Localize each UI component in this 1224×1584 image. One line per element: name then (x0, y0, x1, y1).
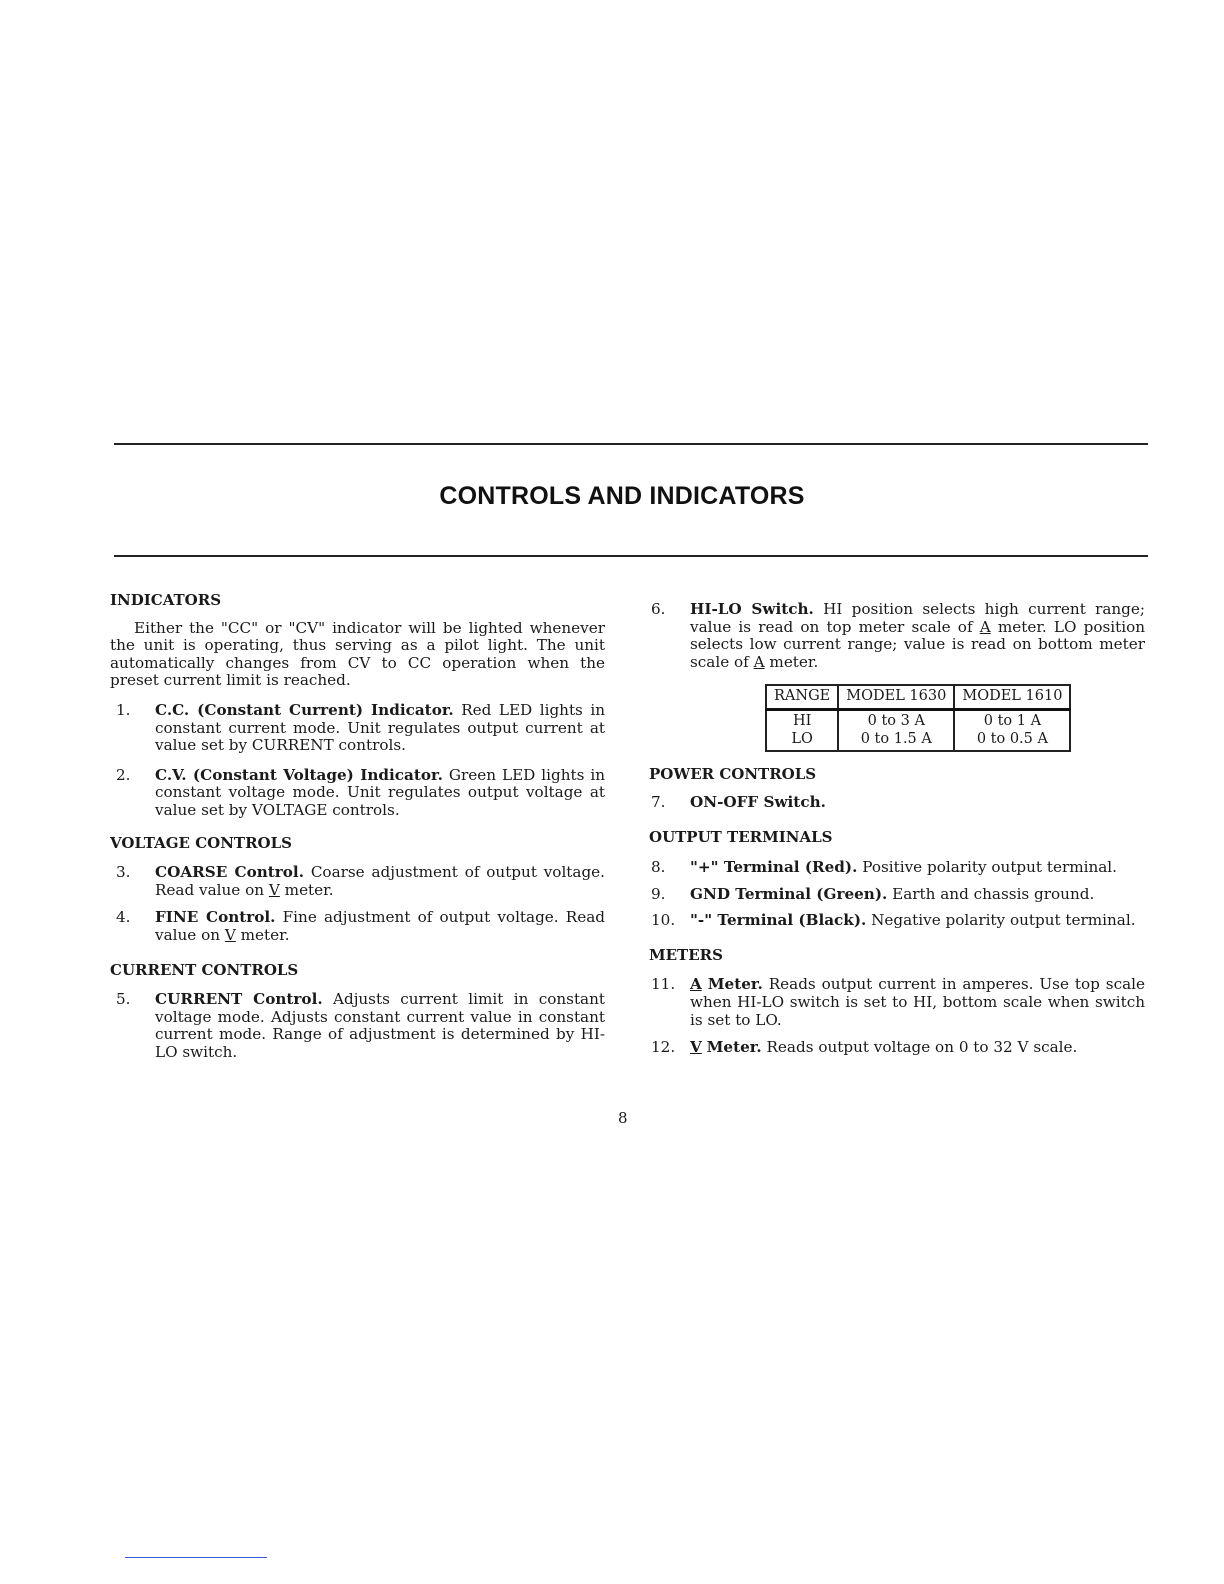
meter-symbol: A (979, 617, 991, 636)
item-number: 11. (651, 975, 676, 994)
item-label: "+" Terminal (Red). (690, 857, 858, 876)
section-heading-current-controls: CURRENT CONTROLS (110, 960, 299, 979)
item-number: 4. (116, 908, 131, 927)
item-text: Green LED lights in constant voltage mode. Unit regulates output voltage at value set by VOLTAGE controls. (155, 765, 605, 819)
item-text: Adjusts current limit in constant voltage mode. Adjusts constant current value in constant current mode. Range of adjustment is determined by HI-LO switch. (155, 990, 605, 1061)
item-text: Positive polarity output terminal. (862, 857, 1117, 876)
item-number: 1. (116, 700, 131, 719)
page-title: CONTROLS AND INDICATORS (439, 482, 805, 510)
model-1630-hi: 0 to 3 A (867, 712, 925, 729)
bottom-rule (114, 555, 1148, 557)
item-text: Reads output voltage on 0 to 32 V scale. (766, 1038, 1078, 1057)
list-item-cc-indicator (110, 702, 605, 755)
item-label: C.C. (Constant Current) Indicator. (155, 700, 454, 719)
table-header-cell: RANGE (766, 685, 838, 709)
table-cell (766, 709, 838, 751)
page-edge-mark (125, 1557, 267, 1558)
item-number: 9. (651, 884, 666, 903)
item-number: 3. (116, 863, 131, 882)
top-rule (114, 443, 1148, 445)
item-label: Meter. (706, 1038, 762, 1057)
item-text: Coarse adjustment of output voltage. Read value on (155, 863, 605, 899)
table-header-row (766, 685, 1070, 709)
section-heading-power-controls: POWER CONTROLS (649, 765, 817, 784)
table-header-cell: MODEL 1630 (838, 685, 954, 709)
list-item-v-meter (645, 1039, 1145, 1057)
item-number: 5. (116, 990, 131, 1009)
list-item-on-off-switch (645, 794, 1145, 812)
item-text: Reads output current in amperes. Use top scale when HI-LO switch is set to HI, bottom scale when switch is set to LO. (690, 975, 1145, 1029)
list-item-current-control (110, 991, 605, 1061)
item-text: HI position selects high current range; value is read on top meter scale of (690, 600, 1146, 636)
right-column (645, 601, 1145, 1057)
item-text-end: meter. (769, 652, 819, 671)
item-text-end: meter. (284, 880, 334, 899)
item-label: HI-LO Switch. (690, 600, 814, 618)
list-item-coarse-control (110, 864, 605, 899)
meter-symbol: A (753, 652, 765, 671)
range-hi: HI (792, 712, 812, 729)
list-item-plus-terminal (645, 859, 1145, 877)
page-number: 8 (618, 1109, 628, 1127)
section-heading-indicators: INDICATORS (110, 591, 222, 609)
item-label: CURRENT Control. (155, 990, 323, 1009)
section-heading-voltage-controls: VOLTAGE CONTROLS (110, 833, 292, 852)
section-heading-output-terminals: OUTPUT TERMINALS (649, 828, 833, 847)
list-item-hi-lo-switch (645, 601, 1145, 671)
item-number: 12. (651, 1038, 676, 1057)
table-cell (838, 709, 954, 751)
list-item-cv-indicator (110, 767, 605, 820)
meter-symbol: A (690, 975, 702, 994)
model-1610-lo: 0 to 0.5 A (976, 730, 1048, 747)
item-text: Negative polarity output terminal. (871, 911, 1136, 930)
list-item-gnd-terminal (645, 886, 1145, 904)
item-text: Fine adjustment of output voltage. Read value on (155, 908, 605, 944)
indicators-intro: Either the "CC" or "CV" indicator will be lighted whenever the unit is operating, thus serving as a pilot light. The unit automatically changes from CV to CC operation when the preset current limit is reached. (110, 618, 605, 690)
item-text-end: meter. (240, 925, 290, 944)
item-label: GND Terminal (Green). (690, 884, 888, 903)
range-table (765, 684, 1071, 752)
item-label: C.V. (Constant Voltage) Indicator. (155, 765, 443, 784)
item-label: COARSE Control. (155, 863, 304, 882)
item-text-mid: meter. LO position selects low current range; value is read on bottom meter scale of (690, 617, 1145, 671)
left-column (110, 592, 605, 1061)
item-number: 7. (651, 792, 666, 811)
list-item-minus-terminal (645, 912, 1145, 930)
item-label: FINE Control. (155, 908, 276, 927)
model-1610-hi: 0 to 1 A (983, 712, 1042, 729)
range-lo: LO (791, 730, 813, 747)
section-heading-meters: METERS (649, 945, 723, 964)
meter-symbol: V (268, 880, 280, 899)
item-label: Meter. (707, 975, 763, 994)
list-item-fine-control (110, 909, 605, 944)
item-number: 2. (116, 765, 131, 784)
item-label: ON-OFF Switch. (690, 792, 826, 811)
meter-symbol: V (690, 1038, 702, 1057)
table-row (766, 709, 1070, 751)
item-number: 8. (651, 857, 666, 876)
list-item-a-meter (645, 976, 1145, 1029)
model-1630-lo: 0 to 1.5 A (860, 730, 932, 747)
table-cell (954, 709, 1070, 751)
item-number: 6. (651, 600, 666, 618)
table-header-cell: MODEL 1610 (954, 685, 1070, 709)
item-text: Red LED lights in constant current mode. Unit regulates output current at value set by CURRENT controls. (155, 700, 605, 755)
meter-symbol: V (224, 925, 236, 944)
item-label: "-" Terminal (Black). (690, 911, 867, 930)
item-text: Earth and chassis ground. (892, 884, 1095, 903)
item-number: 10. (651, 911, 676, 930)
